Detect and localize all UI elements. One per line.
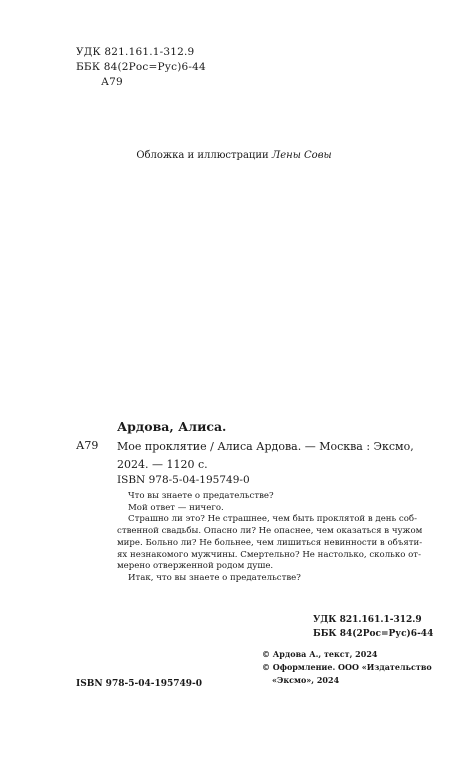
top-classification-codes xyxy=(76,45,206,90)
illustration-credits xyxy=(0,150,468,161)
udk-code: УДК 821.161.1-312.9 xyxy=(76,46,195,58)
record-author: Ардова, Алиса. xyxy=(117,419,227,434)
annotation-line: мире. Больно ли? Не больнее, чем лишиться невинности в объяти- xyxy=(117,537,423,548)
annotation-line: Итак, что вы знаете о предательстве? xyxy=(128,572,301,583)
bbk-code: ББК 84(2Рос=Рус)6-44 xyxy=(76,61,206,73)
annotation-line: ственной свадьбы. Опасно ли? Не опаснее, чем оказаться в чужом xyxy=(117,526,423,537)
copyright-block xyxy=(262,648,432,687)
credits-prefix: Обложка и иллюстрации xyxy=(136,150,269,161)
copyright-text: © Ардова А., текст, 2024 xyxy=(262,649,378,659)
annotation-line: Мой ответ — ничего. xyxy=(128,502,224,513)
record-isbn: ISBN 978-5-04-195749-0 xyxy=(117,474,250,486)
bbk-code-bottom: ББК 84(2Рос=Рус)6-44 xyxy=(313,629,434,639)
annotation-line: ях незнакомого мужчины. Смертельно? Не настолько, сколько от- xyxy=(117,549,421,560)
annotation-line: Страшно ли это? Не страшнее, чем быть проклятой в день соб- xyxy=(128,514,417,525)
record-description: Мое проклятие / Алиса Ардова. — Москва : Эксмо, 2024. — 1120 с. xyxy=(117,440,414,471)
bottom-isbn: ISBN 978-5-04-195749-0 xyxy=(76,679,203,689)
bottom-classification-codes xyxy=(313,613,433,641)
annotation-line: мерено отверженной родом душе. xyxy=(117,561,274,572)
copyright-publisher: «Эксмо», 2024 xyxy=(272,675,340,685)
author-cutter-code: А79 xyxy=(101,76,123,88)
credits-artist: Лены Совы xyxy=(271,150,332,161)
udk-code-bottom: УДК 821.161.1-312.9 xyxy=(313,615,422,625)
annotation-line: Что вы знаете о предательстве? xyxy=(128,491,274,501)
copyright-design: © Оформление. ООО «Издательство xyxy=(262,662,432,672)
annotation xyxy=(117,491,447,585)
record-cutter: А79 xyxy=(76,439,99,452)
